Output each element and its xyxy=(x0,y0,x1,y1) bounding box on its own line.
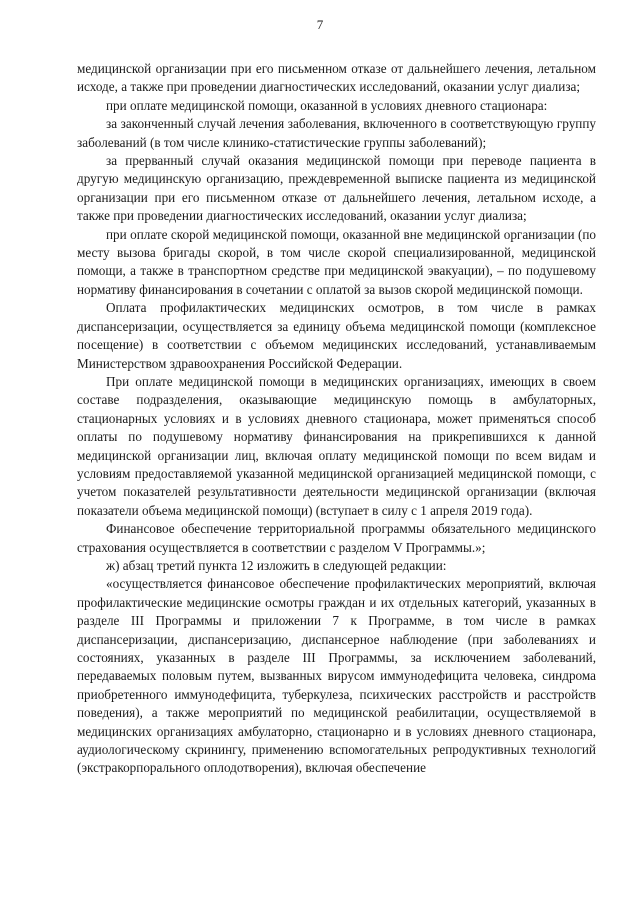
page-number: 7 xyxy=(316,17,324,32)
paragraph-continuation: медицинской организации при его письменном отказе от дальнейшего лечения, летальном исходе, а также при проведении диагностических исследований, оказании услуг диализа; xyxy=(77,61,596,95)
paragraph-financing-section-v: Финансовое обеспечение территориальной программы обязательного медицинского страхования осуществляется в соответствии с разделом V Программы.»; xyxy=(77,521,596,555)
paragraph-per-capita-payment: При оплате медицинской помощи в медицинских организациях, имеющих в своем составе подразделения, оказывающие медицинскую помощь в амбулаторных, стационарных условиях и в условиях дневного стационара, может применяться способ оплаты по подушевому нормативу финансирования на прикрепившихся к данной медицинской организации лиц, включая оплату медицинской помощи по всем видам и условиям предоставляемой указанной медицинской организацией медицинской помощи, с учетом показателей результативности деятельности медицинской организации (включая показатели объема медицинской помощи) (вступает в силу с 1 апреля 2019 года). xyxy=(77,373,596,518)
paragraph-interrupted-case: за прерванный случай оказания медицинской помощи при переводе пациента в другую медицинскую организацию, преждевременной выписке пациента из медицинской организации при его письменном отказе от дальнейшего лечения, летальном исходе, а также при проведении диагностических исследований, оказании услуг диализа; xyxy=(77,153,596,224)
paragraph-completed-case: за законченный случай лечения заболевания, включенного в соответствующую группу заболеваний (в том числе клинико-статистические группы заболеваний); xyxy=(77,116,596,150)
paragraph-preventive-exams: Оплата профилактических медицинских осмотров, в том числе в рамках диспансеризации, осуществляется за единицу объема медицинской помощи (комплексное посещение) в соответствии с объемом медицинских исследований, устанавливаемым Министерством здравоохранения Российской Федерации. xyxy=(77,300,596,371)
paragraph-amendment-item-zh: ж) абзац третий пункта 12 изложить в следующей редакции: xyxy=(106,557,447,573)
paragraph-day-hospital-payment: при оплате медицинской помощи, оказанной в условиях дневного стационара: xyxy=(106,97,548,113)
document-body xyxy=(77,60,596,778)
paragraph-emergency-care-payment: при оплате скорой медицинской помощи, оказанной вне медицинской организации (по месту вызова бригады скорой, в том числе скорой специализированной, медицинской помощи, а также в транспортном средстве при медицинской эвакуации), – по подушевому нормативу финансирования в сочетании с оплатой за вызов скорой медицинской помощи. xyxy=(77,226,596,297)
paragraph-new-wording: «осуществляется финансовое обеспечение профилактических мероприятий, включая профилактические медицинские осмотры граждан и их отдельных категорий, указанных в разделе III Программы и приложении 7 к Программе, в том числе в рамках диспансеризации, диспансеризацию, диспансерное наблюдение (при заболеваниях и состояниях, указанных в разделе III Программы, за исключением заболеваний, передаваемых половым путем, вызванных вирусом иммунодефицита человека, синдрома приобретенного иммунодефицита, туберкулеза, психических расстройств и расстройств поведения), а также мероприятий по медицинской реабилитации, осуществляемой в медицинских организациях амбулаторно, стационарно и в условиях дневного стационара, аудиологическому скринингу, применению вспомогательных репродуктивных технологий (экстракорпорального оплодотворения), включая обеспечение xyxy=(77,576,596,776)
